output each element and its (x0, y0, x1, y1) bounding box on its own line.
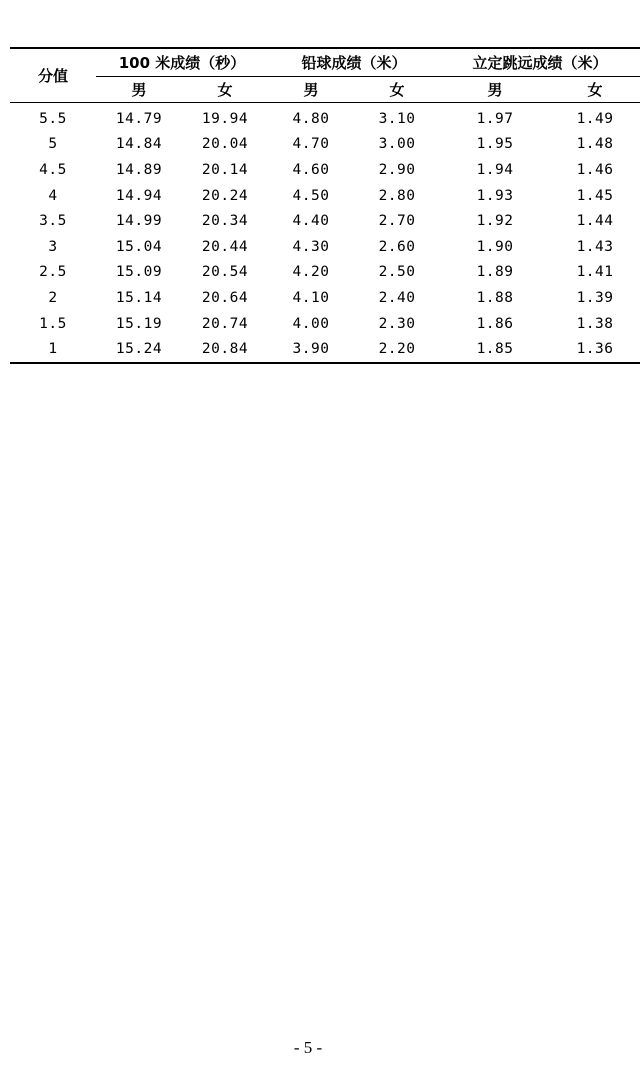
cell-100m-female: 20.34 (201, 213, 249, 230)
cell-jump-male: 1.85 (440, 336, 550, 363)
cell-shot-put-male: 4.70 (292, 136, 330, 153)
cell-100m-male: 14.89 (115, 161, 163, 178)
sub-header-jump-female: 女 (550, 77, 640, 103)
cell-shot-put-female: 2.20 (354, 336, 440, 363)
table-row (10, 234, 640, 260)
cell-jump-male: 1.88 (476, 289, 514, 306)
cell-shot-put-male: 4.20 (292, 264, 330, 281)
cell-shot-put-female: 2.40 (378, 289, 416, 306)
sub-header-shot-put-female: 女 (354, 77, 440, 103)
cell-shot-put-male: 4.10 (292, 289, 330, 306)
sub-header-shot-put-male: 男 (268, 77, 354, 103)
sub-header-jump-male: 男 (440, 77, 550, 103)
cell-jump-female: 1.38 (576, 315, 614, 332)
table-row (10, 132, 640, 158)
cell-100m-male: 15.04 (115, 238, 163, 255)
cell-jump-male: 1.93 (476, 187, 514, 204)
cell-jump-male: 1.90 (476, 238, 514, 255)
cell-100m-female: 20.14 (201, 161, 249, 178)
score-cell: 2 (48, 289, 58, 306)
score-cell: 5.5 (39, 110, 67, 127)
cell-shot-put-male: 4.30 (292, 238, 330, 255)
cell-jump-female: 1.36 (550, 336, 640, 363)
cell-shot-put-female: 2.70 (378, 213, 416, 230)
cell-shot-put-female: 2.90 (378, 161, 416, 178)
score-table (10, 47, 640, 364)
score-cell: 3.5 (39, 213, 67, 230)
score-cell: 2.5 (39, 264, 67, 281)
cell-100m-male: 14.79 (115, 110, 163, 127)
score-cell: 5 (48, 136, 58, 153)
cell-jump-male: 1.92 (476, 213, 514, 230)
cell-shot-put-male: 4.40 (292, 213, 330, 230)
cell-shot-put-female: 2.80 (378, 187, 416, 204)
sub-header-100m-male: 男 (96, 77, 182, 103)
cell-100m-male: 14.99 (115, 213, 163, 230)
cell-shot-put-male: 4.00 (292, 315, 330, 332)
cell-100m-female: 19.94 (201, 110, 249, 127)
cell-100m-female: 20.24 (201, 187, 249, 204)
cell-shot-put-male: 3.90 (268, 336, 354, 363)
cell-100m-female: 20.04 (201, 136, 249, 153)
cell-shot-put-female: 3.10 (378, 110, 416, 127)
cell-100m-female: 20.44 (201, 238, 249, 255)
table-row (10, 336, 640, 363)
cell-jump-male: 1.94 (476, 161, 514, 178)
cell-jump-male: 1.86 (476, 315, 514, 332)
group-header-standing-long-jump: 立定跳远成绩（米） (440, 48, 640, 77)
page-number: - 5 - (293, 1038, 323, 1057)
group-header-shot-put: 铅球成绩（米） (268, 48, 440, 77)
score-cell: 3 (48, 238, 58, 255)
table-body (10, 103, 640, 363)
cell-100m-male: 15.19 (115, 315, 163, 332)
cell-jump-female: 1.49 (576, 110, 614, 127)
cell-100m-female: 20.64 (201, 289, 249, 306)
group-header-100m: 100 米成绩（秒） (96, 48, 268, 77)
cell-shot-put-male: 4.60 (292, 161, 330, 178)
cell-jump-female: 1.41 (576, 264, 614, 281)
cell-jump-male: 1.89 (476, 264, 514, 281)
table-row (10, 183, 640, 209)
table-row (10, 311, 640, 337)
score-cell: 4 (48, 187, 58, 204)
sub-header-100m-female: 女 (182, 77, 268, 103)
cell-100m-male: 14.84 (115, 136, 163, 153)
cell-100m-male: 15.14 (115, 289, 163, 306)
cell-jump-female: 1.44 (576, 213, 614, 230)
cell-shot-put-female: 2.50 (378, 264, 416, 281)
cell-100m-female: 20.74 (201, 315, 249, 332)
table-header (10, 48, 640, 103)
table-row (10, 260, 640, 286)
score-cell: 1 (10, 336, 96, 363)
table-row (10, 157, 640, 183)
score-column-header: 分值 (10, 48, 96, 103)
cell-shot-put-female: 2.30 (378, 315, 416, 332)
cell-100m-male: 15.09 (115, 264, 163, 281)
cell-shot-put-male: 4.80 (292, 110, 330, 127)
table-row (10, 208, 640, 234)
cell-shot-put-male: 4.50 (292, 187, 330, 204)
cell-100m-female: 20.84 (182, 336, 268, 363)
cell-jump-female: 1.48 (576, 136, 614, 153)
score-cell: 4.5 (39, 161, 67, 178)
table-row (10, 285, 640, 311)
cell-jump-female: 1.39 (576, 289, 614, 306)
cell-100m-female: 20.54 (201, 264, 249, 281)
cell-jump-male: 1.97 (476, 110, 514, 127)
cell-shot-put-female: 2.60 (378, 238, 416, 255)
score-cell: 1.5 (39, 315, 67, 332)
cell-jump-female: 1.43 (576, 238, 614, 255)
cell-jump-female: 1.45 (576, 187, 614, 204)
cell-100m-male: 15.24 (96, 336, 182, 363)
cell-jump-female: 1.46 (576, 161, 614, 178)
cell-shot-put-female: 3.00 (378, 136, 416, 153)
cell-jump-male: 1.95 (476, 136, 514, 153)
cell-100m-male: 14.94 (115, 187, 163, 204)
table-row (10, 103, 640, 132)
